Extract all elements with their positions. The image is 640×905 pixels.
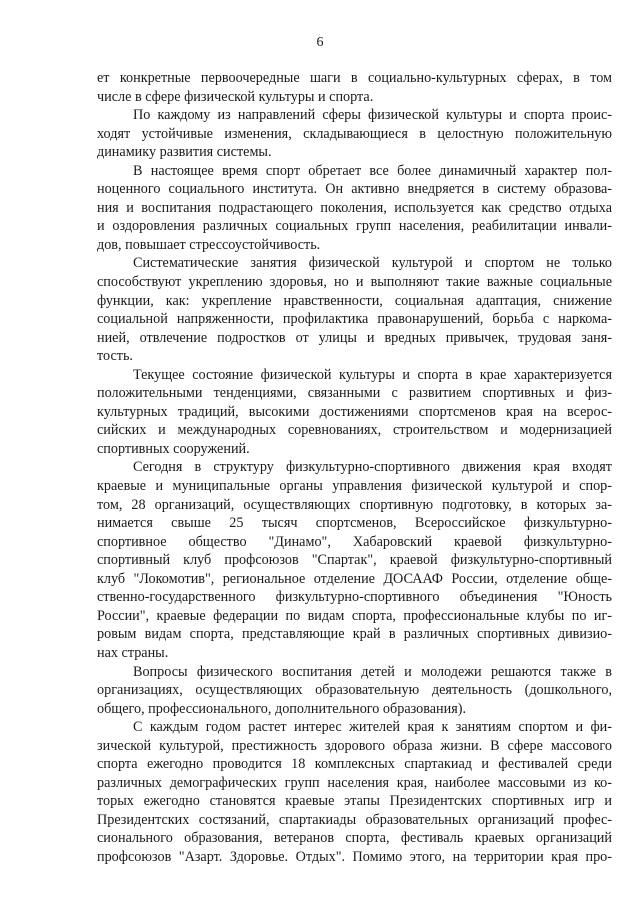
text-line: профсоюзов "Азарт. Здоровье. Отдых". Помимо этого, на территории края про- [97, 848, 612, 865]
text-line: различных демографических групп населения края, наиболее массовыми из ко- [97, 774, 612, 791]
text-line: сийских и международных соревнованиях, строительством и модернизацией [97, 422, 612, 439]
text-line: социальной напряженности, профилактика правонарушений, борьба с наркома- [97, 311, 612, 328]
text-line: ходят устойчивые изменения, складывающиеся в целостную положительную [97, 125, 612, 142]
text-line: Сегодня в структуру физкультурно-спортивного движения края входят [133, 459, 612, 476]
text-line: спортивный клуб профсоюзов "Спартак", краевой физкультурно-спортивный [97, 552, 612, 569]
paragraph [97, 718, 612, 866]
text-line: ния и воспитания подрастающего поколения, используется как средство отдыха [97, 199, 612, 216]
text-line: нах страны. [97, 644, 169, 661]
text-line: нимается свыше 25 тысяч спортсменов, Всероссийское физкультурно- [97, 515, 612, 532]
text-line: По каждому из направлений сферы физической культуры и спорта проис- [133, 107, 612, 124]
paragraph [97, 663, 612, 719]
text-line: ровым видам спорта, представляющие край в различных спортивных дивизио- [97, 626, 612, 643]
text-line: ет конкретные первоочередные шаги в социально-культурных сферах, в том [97, 70, 612, 86]
text-line: положительными тенденциями, связанными с развитием спортивных и физ- [97, 385, 612, 402]
paragraph [97, 458, 612, 662]
text-line: организациях, осуществляющих образовательную деятельность (дошкольного, [97, 682, 612, 699]
paragraph [97, 106, 612, 162]
text-line: дов, повышает стрессоустойчивость. [97, 236, 321, 253]
text-line: и оздоровления различных социальных групп населения, реабилитации инвали- [97, 218, 612, 235]
text-line: нией, отвлечение подростков от улицы и вредных привычек, трудовая заня- [97, 329, 612, 346]
text-line: спорта ежегодно проводится 18 комплексных спартакиад и фестивалей среди [97, 756, 612, 773]
text-line: Вопросы физического воспитания детей и молодежи решаются также в [133, 663, 612, 680]
page-number: 6 [316, 35, 324, 50]
text-line: Президентских состязаний, спартакиады образовательных организаций профес- [97, 811, 612, 828]
text-line: ственно-государственного физкультурно-спортивного объединения "Юность [97, 589, 612, 606]
text-line: зической культурой, престижность здорового образа жизни. В сфере массового [97, 737, 612, 754]
text-line: спортивное общество "Динамо", Хабаровский краевой физкультурно- [97, 533, 612, 550]
text-line: спортивных сооружений. [97, 440, 250, 457]
paragraph [97, 366, 612, 459]
text-line: тость. [97, 348, 133, 365]
text-line: культурных традиций, высокими достижениями спортсменов края на всерос- [97, 403, 612, 420]
text-line: В настоящее время спорт обретает все более динамичный характер пол- [133, 162, 612, 179]
text-line: России", краевые федерации по видам спорта, профессиональные клубы по иг- [97, 607, 612, 624]
text-line: функции, как: укрепление нравственности, социальная адаптация, снижение [97, 292, 612, 309]
text-line: торых ежегодно становятся краевые этапы Президентских спортивных игр и [97, 793, 612, 810]
text-line: С каждым годом растет интерес жителей края к занятиям спортом и фи- [133, 719, 612, 736]
text-line: сионального образования, ветеранов спорта, фестиваль краевых организаций [97, 830, 612, 847]
paragraph [97, 254, 612, 365]
text-line: динамику развития системы. [97, 144, 272, 161]
text-line: Текущее состояние физической культуры и спорта в крае характеризуется [133, 366, 612, 383]
document-body [97, 69, 612, 867]
paragraph [97, 162, 612, 255]
text-line: том, 28 организаций, осуществляющих спортивную подготовку, в которых за- [97, 496, 612, 513]
text-line: ноценного социального института. Он активно внедряется в систему образова- [97, 181, 612, 198]
text-line: числе в сфере физической культуры и спорта. [97, 88, 374, 105]
paragraph [97, 69, 612, 106]
text-line: клуб "Локомотив", региональное отделение ДОСААФ России, отделение обще- [97, 570, 612, 587]
text-line: способствуют укреплению здоровья, но и выполняют такие важные социальные [97, 274, 612, 291]
text-line: общего, профессионального, дополнительного образования). [97, 700, 467, 717]
text-line: краевые и муниципальные органы управления физической культурой и спор- [97, 478, 612, 495]
text-line: Систематические занятия физической культурой и спортом не только [133, 255, 612, 272]
